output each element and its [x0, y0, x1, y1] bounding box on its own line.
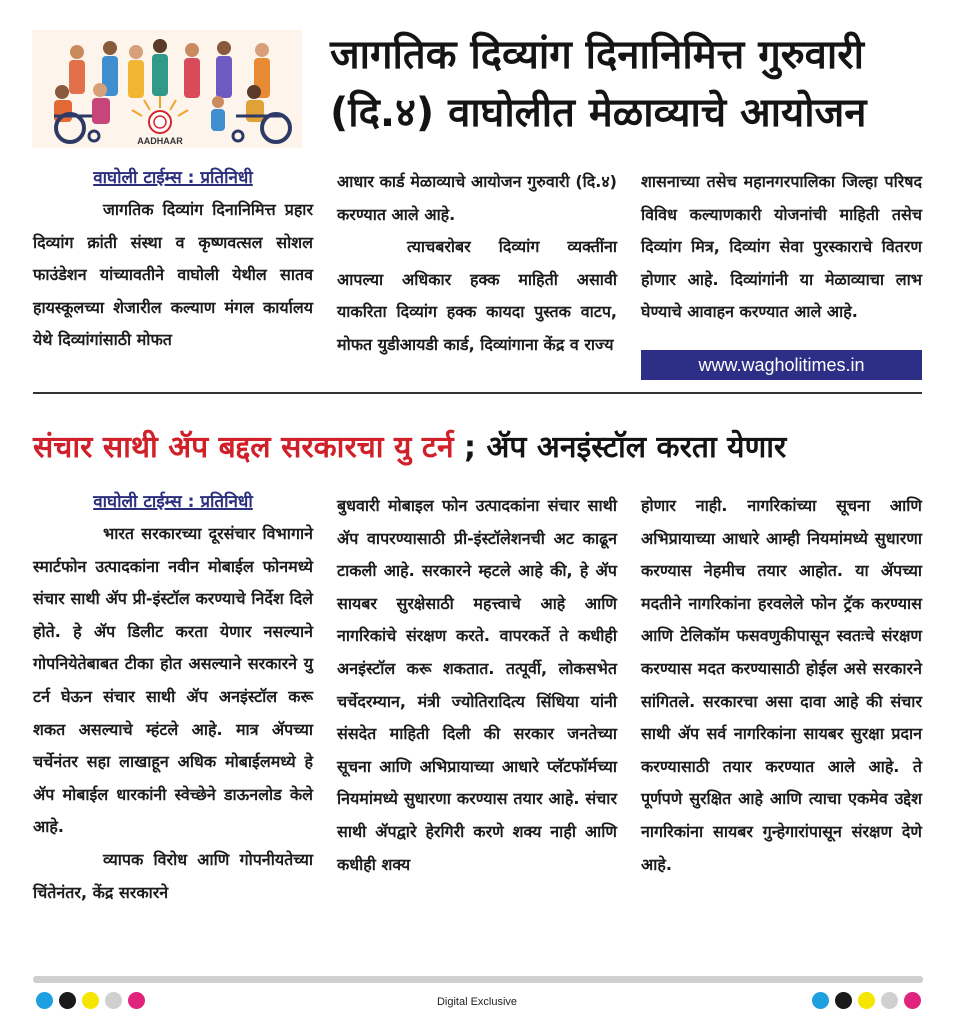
article2-headline — [33, 424, 933, 472]
cyan-dot-icon — [812, 992, 829, 1009]
article2-col2-paragraph: बुधवारी मोबाइल फोन उत्पादकांना संचार साथी ॲप वापरण्यासाठी प्री-इंस्टॉलेशनची अट काढून टाकली आहे. सरकारने म्हटले आहे की, हे ॲप सायबर सुरक्षेसाठी महत्त्वाचे आहे आणि नागरिकांचे संरक्षण करते. वापरकर्ते ते कधीही अनइंस्टॉल करू शकतात. तत्पूर्वी, लोकसभेत चर्चेदरम्यान, मंत्री ज्योतिरादित्य सिंधिया यांनी संसदेत माहिती दिली की सरकार जनतेच्या सूचना आणि अभिप्रायाच्या आधारे प्लॅटफॉर्मच्या नियमांमध्ये सुधारणा करण्यास तयार आहे. संचार साथी ॲपद्वारे हेरगिरी करणे शक्य नाही आणि कधीही शक्य — [337, 496, 617, 874]
article2-col1-paragraph-a: भारत सरकारच्या दूरसंचार विभागाने स्मार्टफोन उत्पादकांना नवीन मोबाईल फोनमध्ये संचार साथी ॲप प्री-इंस्टॉल करण्याचे निर्देश दिले होते. हे ॲप डिलीट करता येणार नसल्याने गोपनियेतेबाबत टीका होत असल्याने सरकारने यु टर्न घेऊन संचार साथी ॲप अनइंस्टॉल करू शकत असल्याचे म्हंटले आहे. मात्र ॲपच्या चर्चेनंतर सहा लाखाहून अधिक मोबाईलमध्ये हे ॲप मोबाईल धारकांनी स्वेच्छेने डाऊनलोड केले आहे. — [33, 524, 313, 837]
article1-column-3 — [641, 166, 922, 329]
yellow-dot-icon — [858, 992, 875, 1009]
article-illustration — [32, 30, 302, 148]
footer-label: Digital Exclusive — [436, 996, 518, 1008]
article1-headline: जागतिक दिव्यांग दिनानिमित्त गुरुवारी (दि.४) वाघोलीत मेळाव्याचे आयोजन — [330, 32, 867, 136]
article2-headline-separator: ; — [453, 430, 487, 465]
article2-headline-red: संचार साथी ॲप बद्दल सरकारचा यु टर्न — [33, 430, 454, 465]
article-divider — [33, 392, 922, 394]
article2-column-1 — [33, 490, 313, 909]
article1-col2-paragraph-b: त्याचबरोबर दिव्यांग व्यक्तींना आपल्या अधिकार हक्क माहिती असावी याकरिता दिव्यांग हक्क कायदा पुस्तक वाटप, मोफत युडीआयडी कार्ड, दिव्यांगाना केंद्र व राज्य — [337, 237, 617, 354]
footer-bar — [33, 976, 923, 983]
registration-dots-right — [812, 992, 921, 1009]
article2-byline: वाघोली टाईम्स : प्रतिनिधी — [93, 492, 253, 512]
article1-col1-paragraph: जागतिक दिव्यांग दिनानिमित्त प्रहार दिव्यांग क्रांती संस्था व कृष्णवत्सल सोशल फाउंडेशन यांच्यावतीने वाघोली येथील सातव हायस्कूलच्या शेजारील कल्याण मंगल कार्यालय येथे दिव्यांगांसाठी मोफत — [33, 200, 313, 350]
article2-col3-paragraph: होणार नाही. नागरिकांच्या सूचना आणि अभिप्रायाच्या आधारे आम्ही नियमांमध्ये सुधारणा करण्यास नेहमीच तयार आहोत. या ॲपच्या मदतीने नागरिकांना हरवलेले फोन ट्रॅक करण्यास आणि टेलिकॉम फसवणुकीपासून स्वतःचे संरक्षण करण्यास मदत करण्यासाठी होईल असे सरकारने सांगितले. सरकारचा असा दावा आहे की संचार साथी ॲप सर्व नागरिकांना सायबर सुरक्षा प्रदान करण्यासाठी तयार करण्यात आले आहे. ते पूर्णपणे सुरक्षित आहे आणि त्याचा एकमेव उद्देश नागरिकांना सायबर गुन्हेगारांपासून संरक्षण देणे आहे. — [641, 496, 922, 874]
article2-col1-paragraph-b: व्यापक विरोध आणि गोपनीयतेच्या चिंतेनंतर, केंद्र सरकारने — [33, 849, 313, 902]
magenta-dot-icon — [904, 992, 921, 1009]
article1-col3-paragraph: शासनाच्या तसेच महानगरपालिका जिल्हा परिषद विविध कल्याणकारी योजनांची माहिती तसेच दिव्यांग मित्र, दिव्यांग सेवा पुरस्काराचे वितरण होणार आहे. दिव्यांगांनी या मेळाव्याचा लाभ घेण्याचे आवाहन करण्यात आले आहे. — [641, 172, 922, 322]
article2-headline-black: ॲप अनइंस्टॉल करता येणार — [486, 430, 787, 465]
article1-byline: वाघोली टाईम्स : प्रतिनिधी — [93, 168, 253, 188]
disability-group-illustration — [32, 30, 302, 148]
article2-column-3 — [641, 490, 922, 881]
article1-column-2 — [337, 166, 617, 362]
gray-dot-icon — [881, 992, 898, 1009]
black-dot-icon — [835, 992, 852, 1009]
website-link[interactable]: www.wagholitimes.in — [641, 350, 922, 380]
article1-col2-paragraph-a: आधार कार्ड मेळाव्याचे आयोजन गुरुवारी (दि.४) करण्यात आले आहे. — [337, 172, 617, 224]
aadhaar-logo-text: AADHAAR — [137, 136, 183, 146]
article2-column-2 — [337, 490, 617, 881]
article1-column-1 — [33, 166, 313, 357]
